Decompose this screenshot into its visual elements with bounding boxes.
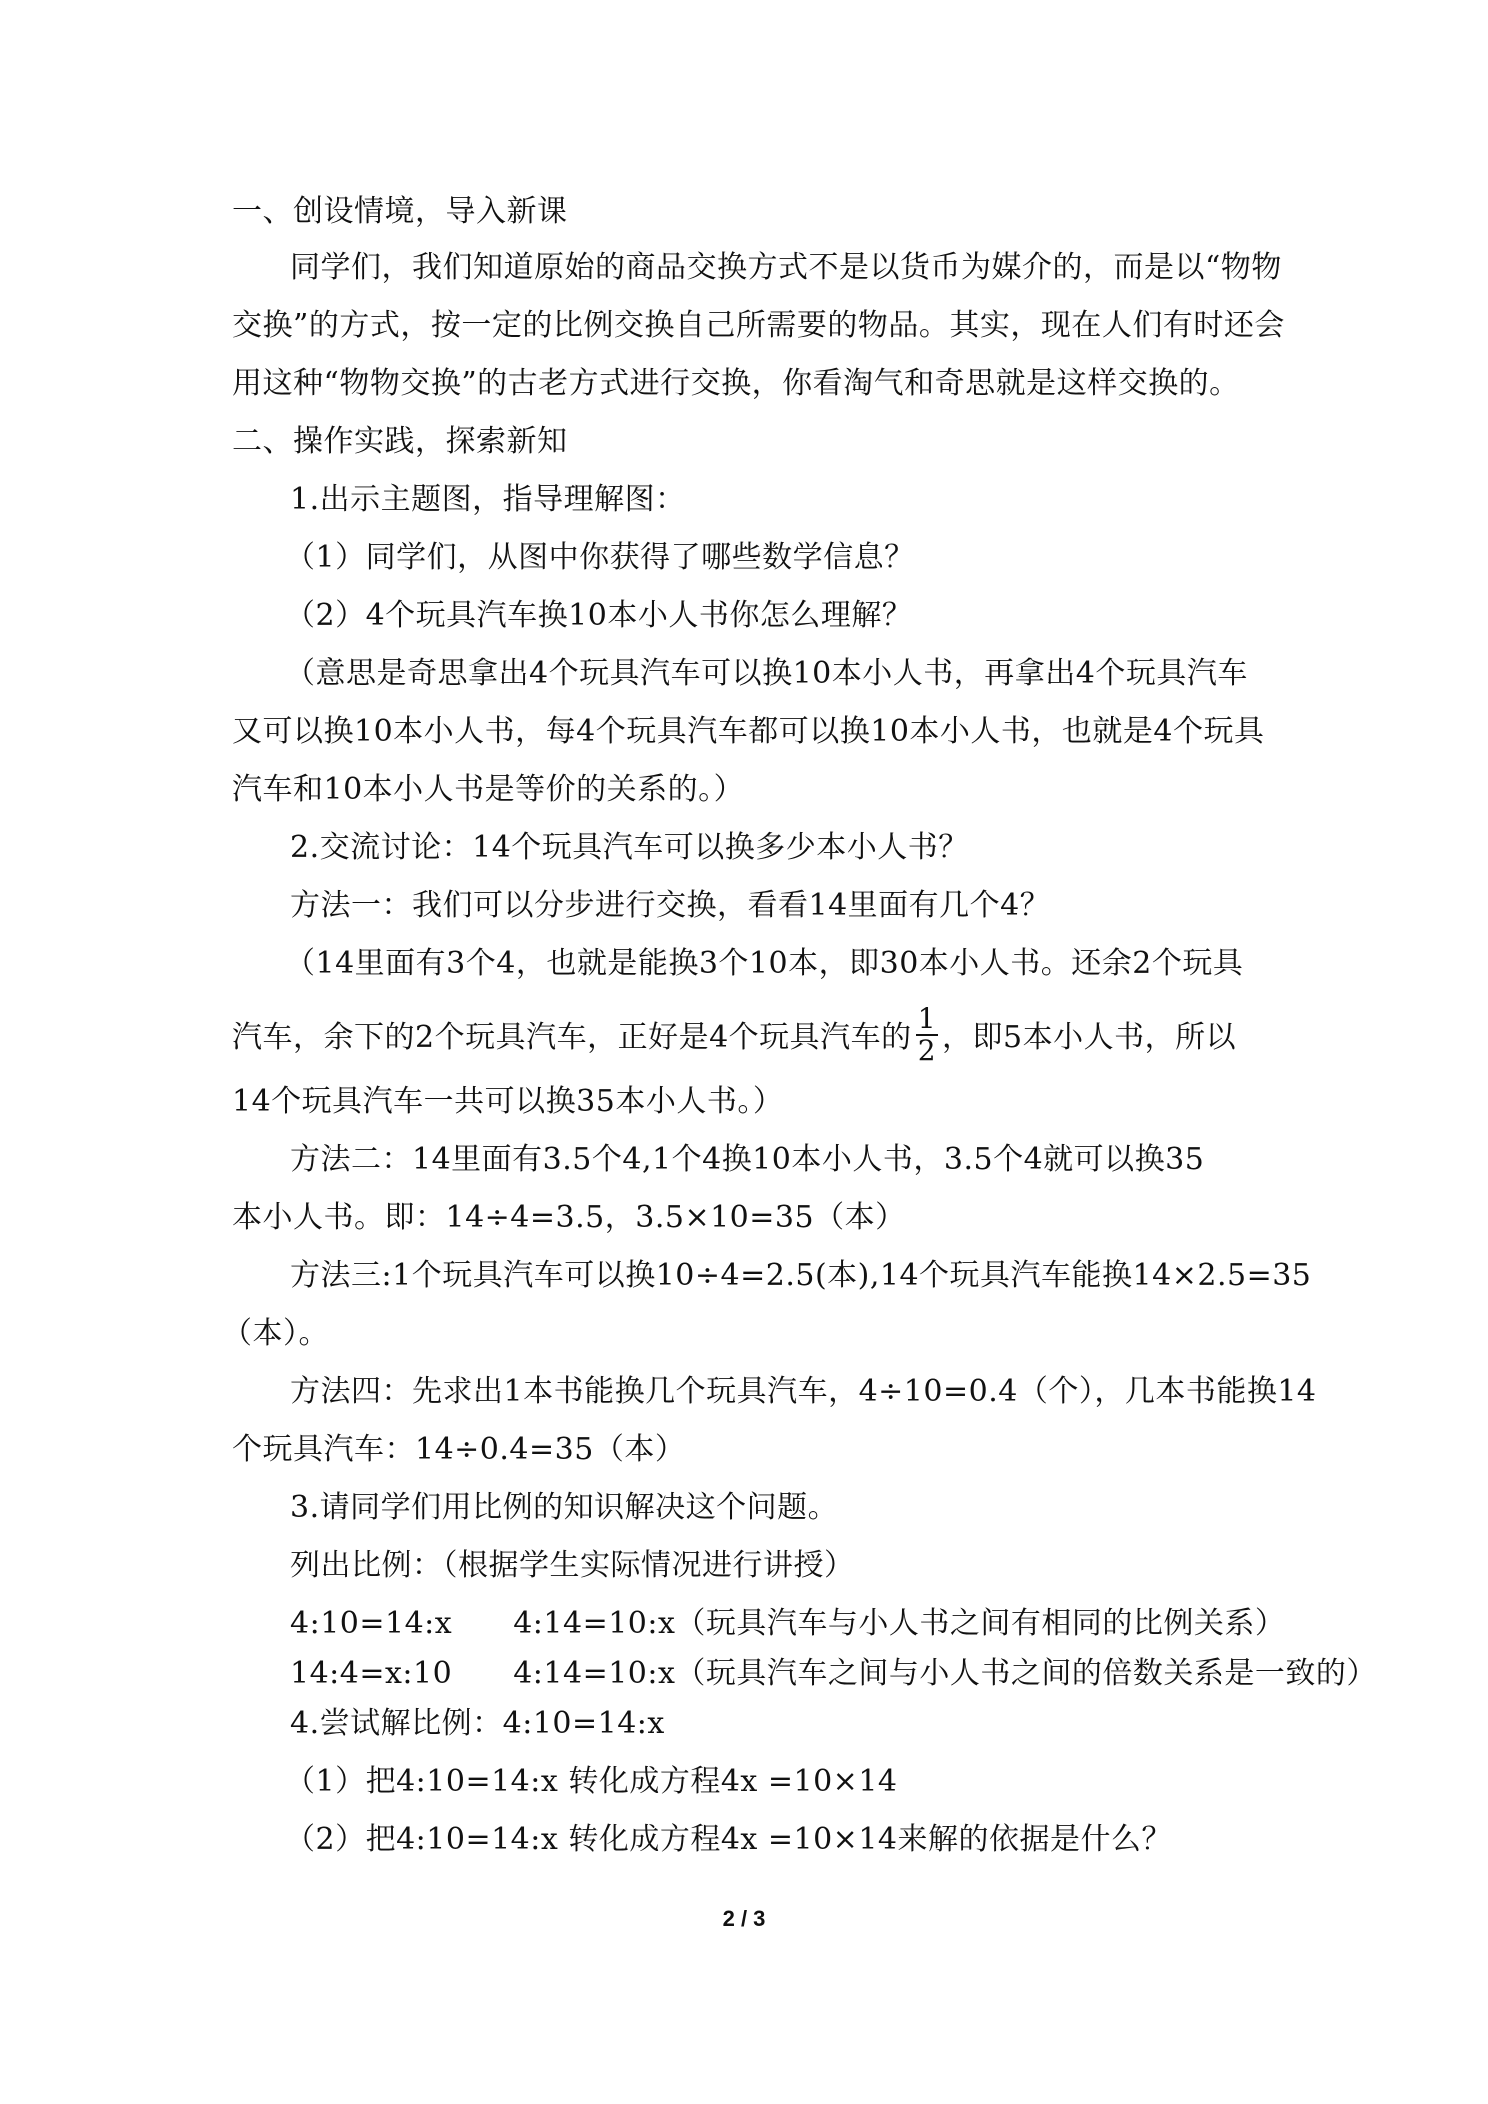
heading-section-2: 二、操作实践，探索新知	[232, 424, 568, 459]
fraction-denominator: 2	[917, 1034, 937, 1067]
paragraph-line: （1）把4:10=14:x 转化成方程4x =10×14	[285, 1764, 898, 1799]
paragraph-line: 列出比例：（根据学生实际情况进行讲授）	[290, 1548, 855, 1583]
page-number: 2 / 3	[722, 1906, 766, 1931]
paragraph-line: 交换”的方式，按一定的比例交换自己所需要的物品。其实，现在人们有时还会	[232, 308, 1285, 343]
paragraph-line: （意思是奇思拿出4个玩具汽车可以换10本小人书，再拿出4个玩具汽车	[285, 656, 1248, 691]
paragraph-line: （14里面有3个4，也就是能换3个10本，即30本小人书。还余2个玩具	[285, 946, 1244, 981]
paragraph-line: 同学们，我们知道原始的商品交换方式不是以货币为媒介的，而是以“物物	[290, 250, 1282, 285]
paragraph-line: （2）4个玩具汽车换10本小人书你怎么理解？	[285, 598, 913, 633]
paragraph-line: 方法四：先求出1本书能换几个玩具汽车，4÷10=0.4（个），几本书能换14	[290, 1374, 1317, 1409]
paragraph-line: 14个玩具汽车一共可以换35本小人书。）	[232, 1084, 784, 1119]
fraction-numerator: 1	[917, 1002, 937, 1035]
paragraph-line: 汽车和10本小人书是等价的关系的。）	[232, 772, 745, 807]
paragraph-line: 本小人书。即：14÷4=3.5，3.5×10=35（本）	[232, 1200, 906, 1235]
proportion-line: 4:10=14:x 4:14=10:x（玩具汽车与小人书之间有相同的比例关系）	[290, 1606, 1286, 1641]
paragraph-line: （1）同学们，从图中你获得了哪些数学信息？	[285, 540, 915, 575]
paragraph-line-with-fraction	[0, 1002, 1488, 1070]
paragraph-line: （本）。	[222, 1316, 329, 1351]
paragraph-line: （2）把4:10=14:x 转化成方程4x =10×14来解的依据是什么？	[285, 1822, 1172, 1857]
paragraph-line: 个玩具汽车：14÷0.4=35（本）	[232, 1432, 686, 1467]
heading-section-1: 一、创设情境，导入新课	[232, 194, 568, 229]
text-segment: ，即5本小人书，所以	[942, 1020, 1237, 1055]
text-segment: 汽车，余下的2个玩具汽车，正好是4个玩具汽车的	[232, 1020, 912, 1055]
paragraph-line: 3.请同学们用比例的知识解决这个问题。	[290, 1490, 839, 1525]
paragraph-line: 方法一：我们可以分步进行交换，看看14里面有几个4？	[290, 888, 1051, 923]
paragraph-line: 用这种“物物交换”的古老方式进行交换，你看淘气和奇思就是这样交换的。	[232, 366, 1240, 401]
paragraph-line: 2.交流讨论：14个玩具汽车可以换多少本小人书？	[290, 830, 969, 865]
fraction-one-half	[916, 1004, 938, 1066]
paragraph-line: 方法三:1个玩具汽车可以换10÷4=2.5(本),14个玩具汽车能换14×2.5=35	[290, 1258, 1312, 1293]
paragraph-line: 4.尝试解比例：4:10=14:x	[290, 1706, 665, 1741]
paragraph-line: 又可以换10本小人书，每4个玩具汽车都可以换10本小人书，也就是4个玩具	[232, 714, 1265, 749]
paragraph-line: 方法二：14里面有3.5个4,1个4换10本小人书，3.5个4就可以换35	[290, 1142, 1205, 1177]
proportion-line: 14:4=x:10 4:14=10:x（玩具汽车之间与小人书之间的倍数关系是一致的）	[290, 1656, 1377, 1691]
paragraph-line: 1.出示主题图，指导理解图：	[290, 482, 686, 517]
